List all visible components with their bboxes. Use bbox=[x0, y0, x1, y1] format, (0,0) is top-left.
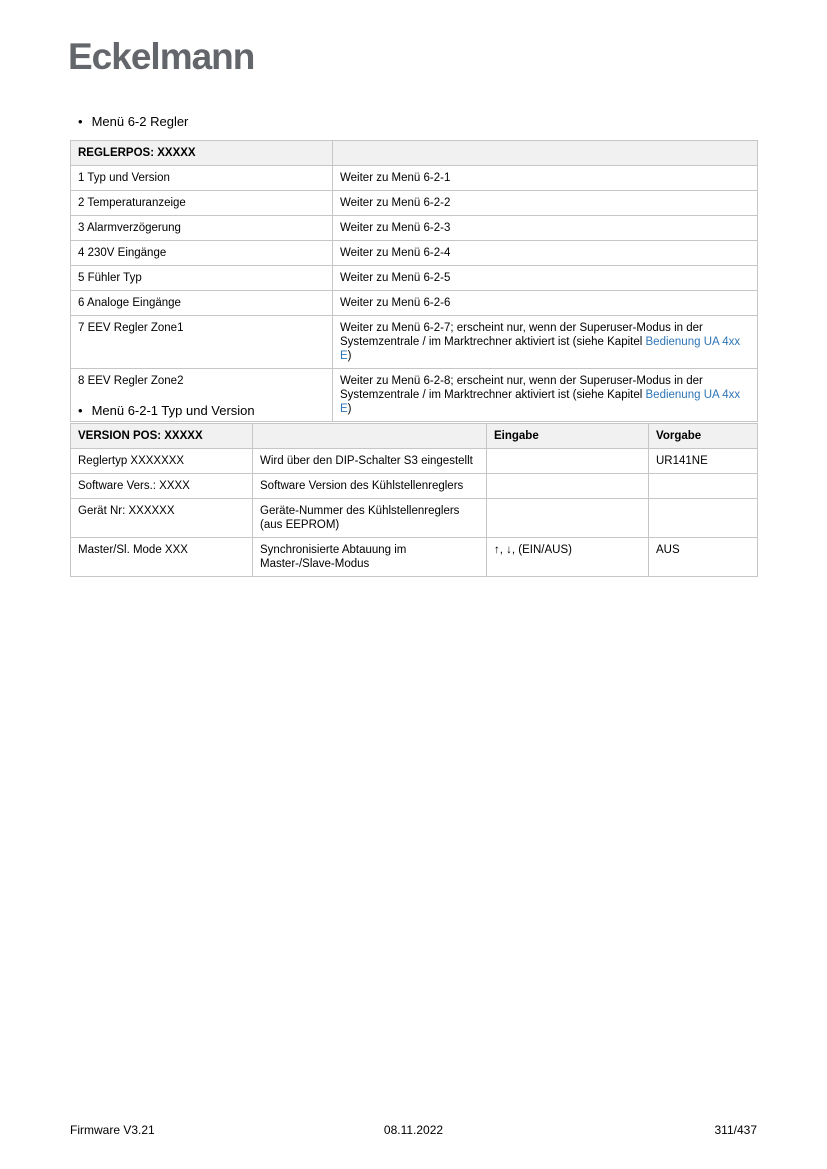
table-row bbox=[71, 538, 758, 577]
page-footer bbox=[70, 1123, 757, 1137]
param-vorgabe: AUS bbox=[649, 538, 758, 577]
bullet-icon: • bbox=[78, 114, 83, 129]
menu-item-label: 8 EEV Regler Zone2 bbox=[71, 369, 333, 422]
bullet-icon: • bbox=[78, 403, 83, 418]
regler-menu-table bbox=[70, 140, 758, 422]
table-row bbox=[71, 216, 758, 241]
menu-item-label: 7 EEV Regler Zone1 bbox=[71, 316, 333, 369]
header-cell-versionpos: VERSION POS: XXXXX bbox=[71, 424, 253, 449]
table-row bbox=[71, 166, 758, 191]
param-desc: Software Version des Kühlstellenreglers bbox=[253, 474, 487, 499]
table-header-row bbox=[71, 424, 758, 449]
param-desc: Wird über den DIP-Schalter S3 eingestellt bbox=[253, 449, 487, 474]
table-row bbox=[71, 241, 758, 266]
table-row bbox=[71, 316, 758, 369]
menu-item-desc: Weiter zu Menü 6-2-3 bbox=[333, 216, 758, 241]
header-cell-empty bbox=[253, 424, 487, 449]
menu-item-label: 5 Fühler Typ bbox=[71, 266, 333, 291]
param-eingabe bbox=[487, 449, 649, 474]
menu-item-desc: Weiter zu Menü 6-2-4 bbox=[333, 241, 758, 266]
footer-date: 08.11.2022 bbox=[383, 1123, 444, 1137]
section-title: Menü 6-2-1 Typ und Version bbox=[91, 403, 255, 418]
desc-text: Weiter zu Menü 6-2-7; erscheint nur, wenn der Superuser-Modus in der Systemzentrale / im Marktrechner aktiviert ist (siehe Kapitel bbox=[340, 322, 703, 348]
param-vorgabe: UR141NE bbox=[649, 449, 758, 474]
bedienung-ua-4xx-e-link[interactable]: Bedienung UA 4xx E bbox=[340, 389, 741, 415]
menu-item-label: 2 Temperaturanzeige bbox=[71, 191, 333, 216]
menu-item-desc: Weiter zu Menü 6-2-6 bbox=[333, 291, 758, 316]
param-name: Gerät Nr: XXXXXX bbox=[71, 499, 253, 538]
version-table bbox=[70, 423, 758, 577]
param-eingabe bbox=[487, 474, 649, 499]
table-row bbox=[71, 474, 758, 499]
param-vorgabe bbox=[649, 499, 758, 538]
bedienung-ua-4xx-e-link[interactable]: Bedienung UA 4xx E bbox=[340, 336, 741, 362]
menu-item-desc bbox=[333, 369, 758, 422]
table-row bbox=[71, 291, 758, 316]
footer-page-number: 311/437 bbox=[714, 1123, 757, 1137]
desc-text: ) bbox=[347, 350, 352, 362]
table-row bbox=[71, 449, 758, 474]
menu-item-desc: Weiter zu Menü 6-2-5 bbox=[333, 266, 758, 291]
param-vorgabe bbox=[649, 474, 758, 499]
section-title: Menü 6-2 Regler bbox=[91, 114, 189, 129]
footer-firmware-version: Firmware V3.21 bbox=[70, 1123, 155, 1137]
menu-item-label: 6 Analoge Eingänge bbox=[71, 291, 333, 316]
table-row bbox=[71, 266, 758, 291]
desc-text: ) bbox=[347, 403, 352, 415]
menu-item-label: 3 Alarmverzögerung bbox=[71, 216, 333, 241]
table-header-row bbox=[71, 141, 758, 166]
param-eingabe bbox=[487, 499, 649, 538]
param-desc: Synchronisierte Abtauung im Master-/Slave-Modus bbox=[253, 538, 487, 577]
section-heading-menu-6-2-1 bbox=[78, 403, 255, 419]
table-row bbox=[71, 191, 758, 216]
table-row bbox=[71, 499, 758, 538]
param-eingabe: ↑, ↓, (EIN/AUS) bbox=[487, 538, 649, 577]
header-cell-eingabe: Eingabe bbox=[487, 424, 649, 449]
param-desc: Geräte-Nummer des Kühlstellenreglers (aus EEPROM) bbox=[253, 499, 487, 538]
param-name: Software Vers.: XXXX bbox=[71, 474, 253, 499]
header-cell-reglerpos: REGLERPOS: XXXXX bbox=[71, 141, 333, 166]
param-name: Reglertyp XXXXXXX bbox=[71, 449, 253, 474]
section-heading-menu-6-2 bbox=[78, 114, 188, 130]
menu-item-desc bbox=[333, 316, 758, 369]
menu-item-desc: Weiter zu Menü 6-2-2 bbox=[333, 191, 758, 216]
eckelmann-logo: Eckelmann bbox=[68, 36, 255, 77]
param-name: Master/Sl. Mode XXX bbox=[71, 538, 253, 577]
desc-text: Weiter zu Menü 6-2-8; erscheint nur, wenn der Superuser-Modus in der Systemzentrale / im Marktrechner aktiviert ist (siehe Kapitel bbox=[340, 375, 703, 401]
menu-item-label: 4 230V Eingänge bbox=[71, 241, 333, 266]
header-cell-empty bbox=[333, 141, 758, 166]
menu-item-label: 1 Typ und Version bbox=[71, 166, 333, 191]
header-cell-vorgabe: Vorgabe bbox=[649, 424, 758, 449]
menu-item-desc: Weiter zu Menü 6-2-1 bbox=[333, 166, 758, 191]
